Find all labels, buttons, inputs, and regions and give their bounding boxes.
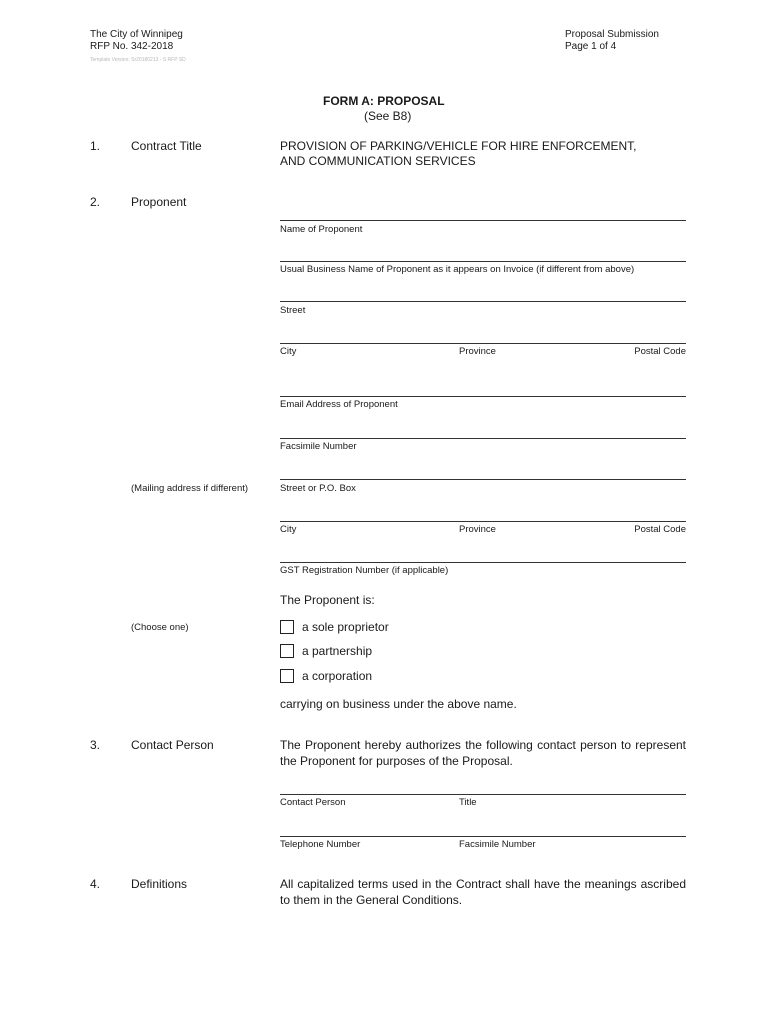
- partnership-label: a partnership: [302, 644, 373, 658]
- proponent-is-label: The Proponent is:: [280, 593, 375, 607]
- section-3-label: Contact Person: [131, 738, 214, 752]
- mailing-province-caption: Province: [459, 524, 496, 535]
- mailing-street-field[interactable]: [280, 479, 686, 480]
- contract-title-line-2: AND COMMUNICATION SERVICES: [280, 154, 476, 168]
- header-submission: Proposal Submission: [565, 29, 659, 40]
- mailing-postal-code-caption: Postal Code: [634, 524, 686, 535]
- carrying-on-business-text: carrying on business under the above name.: [280, 697, 517, 711]
- section-4-number: 4.: [90, 877, 101, 891]
- postal-code-caption: Postal Code: [634, 346, 686, 357]
- contact-person-caption: Contact Person: [280, 797, 346, 808]
- header-org: The City of Winnipeg: [90, 29, 183, 40]
- email-caption: Email Address of Proponent: [280, 399, 398, 410]
- contact-person-field[interactable]: [280, 794, 686, 795]
- contract-title-line-1: PROVISION OF PARKING/VEHICLE FOR HIRE ENFORCEMENT,: [280, 139, 637, 153]
- choose-one-note: (Choose one): [131, 622, 189, 633]
- section-4-label: Definitions: [131, 877, 188, 891]
- contact-person-authorization-text: The Proponent hereby authorizes the following contact person to represent the Proponent for purposes of the Proposal.: [280, 738, 686, 768]
- form-title: FORM A: PROPOSAL: [323, 94, 445, 108]
- sole-proprietor-label: a sole proprietor: [302, 620, 389, 634]
- corporation-checkbox[interactable]: [280, 669, 294, 683]
- partnership-checkbox[interactable]: [280, 644, 294, 658]
- sole-proprietor-checkbox[interactable]: [280, 620, 294, 634]
- city-province-postal-field[interactable]: [280, 343, 686, 344]
- usual-business-name-field[interactable]: [280, 261, 686, 262]
- section-1-label: Contract Title: [131, 139, 202, 153]
- contact-fax-caption: Facsimile Number: [459, 839, 536, 850]
- section-1-number: 1.: [90, 139, 101, 153]
- corporation-label: a corporation: [302, 669, 373, 683]
- header-template-version: Template Version: Sr20180213 - S RFP SD: [90, 57, 186, 63]
- province-caption: Province: [459, 346, 496, 357]
- usual-business-name-caption: Usual Business Name of Proponent as it appears on Invoice (if different from above): [280, 264, 635, 275]
- fax-caption: Facsimile Number: [280, 441, 357, 452]
- city-caption: City: [280, 346, 297, 357]
- fax-field[interactable]: [280, 438, 686, 439]
- contact-title-caption: Title: [459, 797, 477, 808]
- section-2-number: 2.: [90, 195, 101, 209]
- header-rfp-number: RFP No. 342-2018: [90, 41, 174, 52]
- mailing-address-note: (Mailing address if different): [131, 483, 249, 494]
- street-field[interactable]: [280, 301, 686, 302]
- mailing-city-province-postal-field[interactable]: [280, 521, 686, 522]
- contact-phone-fax-field[interactable]: [280, 836, 686, 837]
- header-page-number: Page 1 of 4: [565, 41, 617, 52]
- email-field[interactable]: [280, 396, 686, 397]
- section-2-label: Proponent: [131, 195, 187, 209]
- mailing-city-caption: City: [280, 524, 297, 535]
- proponent-name-caption: Name of Proponent: [280, 224, 363, 235]
- section-3-number: 3.: [90, 738, 101, 752]
- telephone-caption: Telephone Number: [280, 839, 361, 850]
- street-caption: Street: [280, 305, 306, 316]
- proponent-name-field[interactable]: [280, 220, 686, 221]
- mailing-street-caption: Street or P.O. Box: [280, 483, 356, 494]
- form-subtitle: (See B8): [364, 109, 412, 123]
- gst-field[interactable]: [280, 562, 686, 563]
- gst-caption: GST Registration Number (if applicable): [280, 565, 449, 576]
- definitions-text: All capitalized terms used in the Contract shall have the meanings ascribed to them in the General Conditions.: [280, 877, 686, 907]
